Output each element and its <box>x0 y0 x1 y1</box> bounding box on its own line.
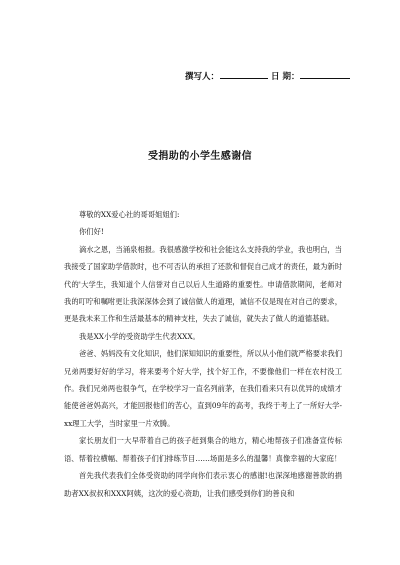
writer-blank <box>220 69 268 79</box>
paragraph: 家长朋友们一大早带着自己的孩子赶到集合的地方，精心地帮孩子们准备宣传标语、帮着拉横幅、帮着孩子们们排练节目……场面是多么的温馨！真像幸福的大家庭！ <box>64 436 342 463</box>
letter-title: 受捐助的小学生感谢信 <box>148 151 252 162</box>
paragraph: 滴水之恩，当涌泉相报。我很感激学校和社会能这么支持我的学业，我也明白，当我接受了国家助学借款时，也不可否认的承担了还款和督促自己成才的责任，最为新时代的'大学生，我知道个人信誉对自己以后人生道路的重要性。申请借款期间，老师对我的叮咛和嘱咐更让我深深体会到了诚信做人的道理，诚信不仅是现在对自己的要求，更是我未来工作和生活最基本的精神支柱，失去了诚信，就失去了做人的道德基础。 <box>64 244 342 324</box>
writer-label: 撰写人： <box>185 72 220 82</box>
date-blank <box>300 69 350 79</box>
letter-greeting: 尊敬的XX爱心社的哥哥姐姐们: <box>79 210 180 219</box>
paragraph: 爸爸、妈妈没有文化知识，他们深知知识的重要性，所以从小他们就严格要求我们兄弟两要好好的学习，将来要考个好大学，找个好工作，不要像他们一样在农村没工作。我们兄弟两也很争气，在学校学习一直名列前茅，在我们看来只有以优异的成绩才能使爸爸妈高兴，才能回报他们的苦心，直到09年的高考，我终于考上了一所好大学-xx理工大学，当时家里一片欢腾。 <box>64 349 342 428</box>
paragraph: 首先我代表我们全体受资助的同学向你们表示衷心的感谢!也深深地感谢善款的捐助者XX叔叔和XXX阿姨，这次的爱心资助，让我们感受到你们的善良和 <box>64 471 342 498</box>
date-label: 日 期： <box>271 72 300 82</box>
document-header <box>185 69 350 82</box>
letter-hello: 你们好! <box>79 227 104 237</box>
letter-body <box>64 206 342 502</box>
paragraph: 我是XX小学的受资助学生代表XXX。 <box>79 331 200 341</box>
